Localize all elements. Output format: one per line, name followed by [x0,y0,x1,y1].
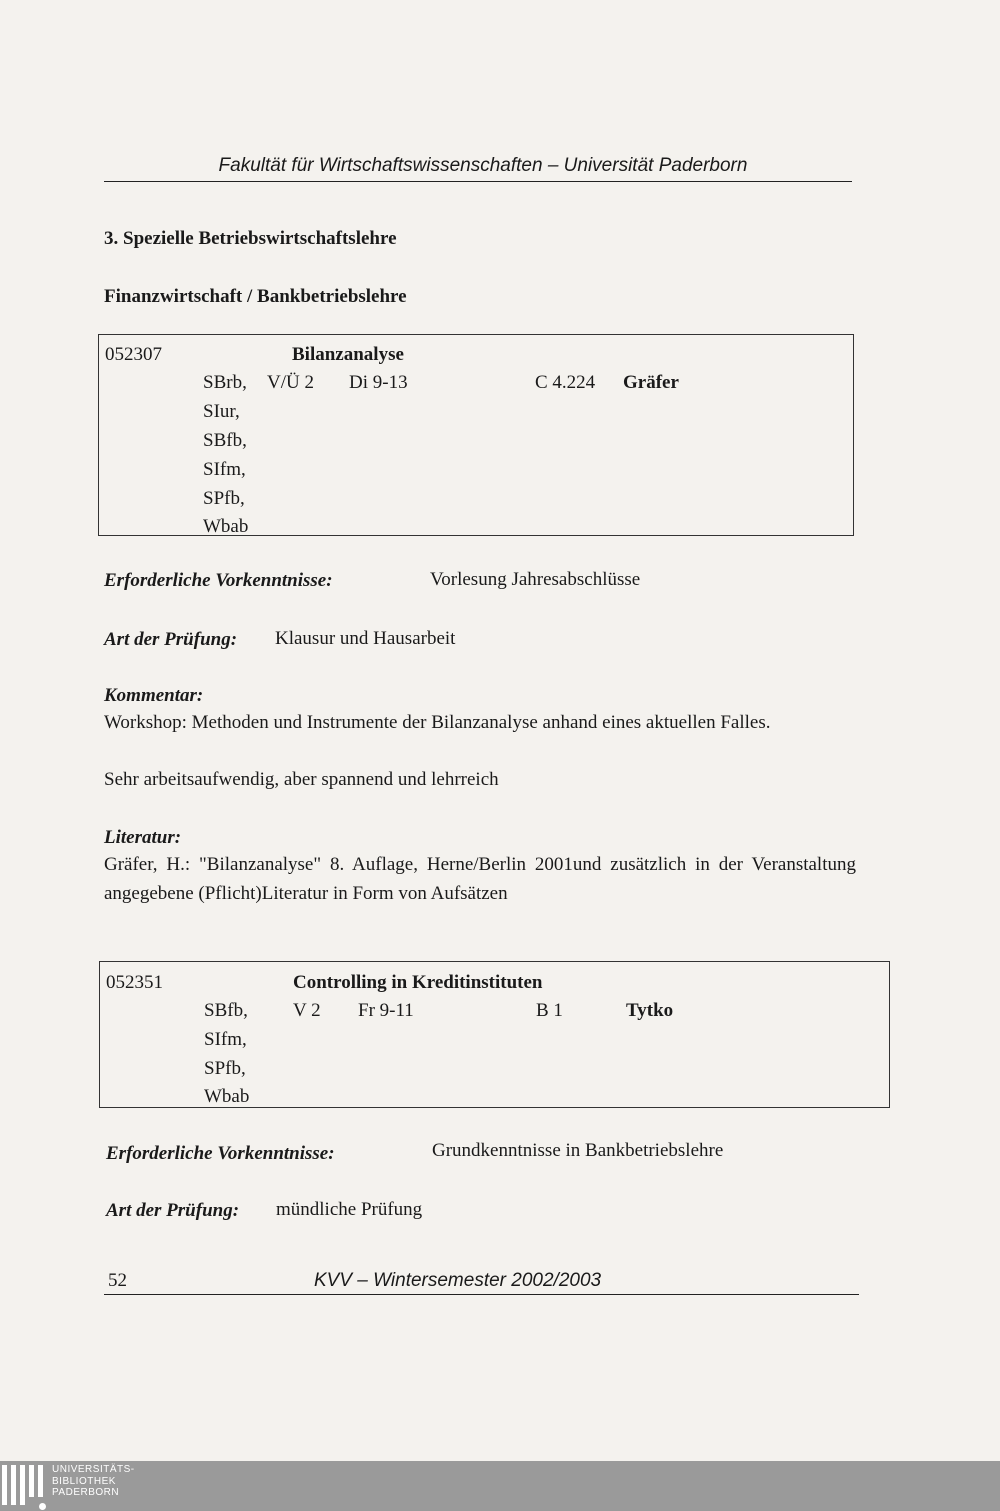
course-program: SBrb, [203,372,247,393]
course-box-052351 [99,961,890,1108]
prerequisites-label: Erforderliche Vorkenntnisse: [104,570,333,591]
comment-text: Sehr arbeitsaufwendig, aber spannend und lehrreich [104,769,499,790]
literature-text: Gräfer, H.: "Bilanzanalyse" 8. Auflage, Herne/Berlin 2001und zusätzlich in der Veranstaltung angegebene (Pflicht)Literatur in Form von Aufsätzen [104,854,856,904]
literature-label: Literatur: [104,827,182,848]
exam-label: Art der Prüfung: [104,629,238,650]
prerequisites-value: Vorlesung Jahresabschlüsse [430,569,641,590]
section-subtitle: Finanzwirtschaft / Bankbetriebslehre [104,286,407,307]
course-type: V/Ü 2 [267,372,314,393]
course-program: SPfb, [204,1058,246,1079]
page-header-text: Fakultät für Wirtschaftswissenschaften – Universität Paderborn [218,155,748,176]
course-title: Bilanzanalyse [292,344,404,365]
page-header [104,155,852,182]
exam-label: Art der Prüfung: [106,1200,240,1221]
comment-label: Kommentar: [104,685,204,706]
course-time: Di 9-13 [349,372,408,393]
course-program: SPfb, [203,488,245,509]
footer-title: KVV – Wintersemester 2002/2003 [314,1270,602,1291]
prerequisites-label: Erforderliche Vorkenntnisse: [106,1143,335,1164]
library-line: BIBLIOTHEK [52,1475,116,1487]
course-program: SBfb, [203,430,247,451]
section-title: 3. Spezielle Betriebswirtschaftslehre [104,228,397,249]
library-logo-icon [2,1465,46,1507]
course-title: Controlling in Kreditinstituten [293,972,543,993]
course-lecturer: Gräfer [623,372,679,393]
library-logo-text [52,1464,135,1499]
course-room: C 4.224 [535,372,596,393]
exam-value: Klausur und Hausarbeit [275,628,456,649]
course-number: 052351 [106,972,163,993]
comment-text: Workshop: Methoden und Instrumente der Bilanzanalyse anhand eines aktuellen Falles. [104,712,771,733]
course-time: Fr 9-11 [358,1000,414,1021]
course-program: Wbab [204,1086,250,1107]
page-footer [104,1270,859,1295]
course-program: SBfb, [204,1000,248,1021]
page-number: 52 [108,1270,127,1291]
library-logo-bar [0,1461,1000,1511]
prerequisites-value: Grundkenntnisse in Bankbetriebslehre [432,1140,724,1161]
course-program: Wbab [203,516,249,537]
library-line: UNIVERSITÄTS- [52,1464,135,1475]
library-line: PADERBORN [52,1487,120,1498]
course-box-052307 [98,334,854,536]
course-lecturer: Tytko [626,1000,674,1021]
course-program: SIur, [203,401,240,422]
course-room: B 1 [536,1000,563,1021]
course-program: SIfm, [204,1029,247,1050]
course-program: SIfm, [203,459,246,480]
course-type: V 2 [293,1000,321,1021]
exam-value: mündliche Prüfung [276,1199,423,1220]
course-number: 052307 [105,344,162,365]
